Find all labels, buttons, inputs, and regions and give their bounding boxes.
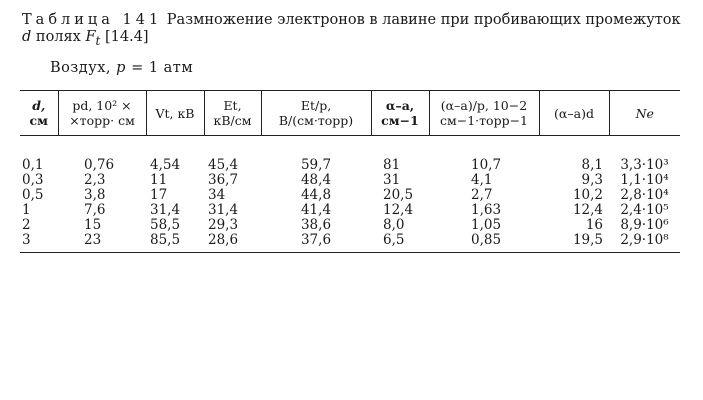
cell-alpha: 20,5 (383, 187, 414, 203)
caption-ref: [14.4] (100, 29, 149, 45)
cell-Ne: 8,9·10⁶ (620, 217, 669, 233)
cell-Etp: 59,7 (300, 157, 332, 173)
cell-Ne: 2,9·10⁸ (609, 233, 680, 253)
header-et: Et, кВ/см (204, 91, 261, 136)
cell-pd: 15 (84, 217, 102, 233)
cell-Et: 45,4 (208, 157, 239, 173)
header-alpha-p: (α–a)/p, 10−2 см−1·торр−1 (429, 91, 539, 136)
cell-Etp: 48,4 (300, 172, 332, 188)
cell-pd: 2,3 (84, 172, 106, 188)
table-row (20, 218, 680, 233)
table-caption (22, 12, 694, 50)
cell-alphad: 16 (585, 217, 603, 233)
data-table (20, 90, 680, 253)
cell-pd: 0,76 (84, 157, 115, 173)
cell-Et: 31,4 (208, 202, 239, 218)
cell-d: 0,3 (22, 172, 44, 188)
cell-Et: 28,6 (204, 233, 261, 253)
cell-pd: 3,8 (84, 187, 106, 203)
cell-alphad: 10,2 (572, 187, 603, 203)
cell-Et: 34 (208, 187, 226, 203)
cell-Ne: 3,3·10³ (620, 157, 669, 173)
cell-Et: 29,3 (208, 217, 239, 233)
cell-pd: 23 (58, 233, 146, 253)
header-vt: Vt, кВ (146, 91, 204, 136)
caption-text-2: полях (31, 29, 86, 45)
cell-Vt: 17 (150, 187, 168, 203)
cell-Vt: 31,4 (150, 202, 181, 218)
cell-alphap: 1,05 (471, 217, 502, 233)
cell-d: 1 (22, 202, 31, 218)
cell-Ne: 2,8·10⁴ (620, 187, 669, 203)
cell-alphap: 0,85 (429, 233, 539, 253)
cell-Etp: 44,8 (300, 187, 332, 203)
cell-alpha: 31 (383, 172, 401, 188)
cell-alphap: 1,63 (471, 202, 502, 218)
cell-Vt: 85,5 (146, 233, 204, 253)
caption-var-d: d (22, 29, 32, 45)
condition-var-p: p (116, 60, 126, 76)
cell-d: 2 (22, 217, 31, 233)
caption-sub-t: t (95, 33, 101, 48)
cell-Etp: 41,4 (300, 202, 332, 218)
condition-line (50, 60, 193, 76)
header-ne: Ne (609, 91, 680, 136)
cell-alpha: 8,0 (383, 217, 405, 233)
caption-text-1: Размножение электронов в лавине при пробивающих промежуток (166, 12, 681, 28)
table-row (20, 188, 680, 203)
cell-alphad: 19,5 (539, 233, 609, 253)
condition-eq: = 1 атм (131, 60, 194, 76)
cell-Etp: 37,6 (261, 233, 371, 253)
header-alpha: α–a, см−1 (371, 91, 429, 136)
cell-pd: 7,6 (84, 202, 106, 218)
cell-Ne: 2,4·10⁵ (620, 202, 669, 218)
cell-alphad: 12,4 (572, 202, 603, 218)
cell-d: 0,1 (22, 157, 44, 173)
header-et-p: Et/p, В/(см·торр) (261, 91, 371, 136)
table-row (20, 233, 680, 253)
cell-d: 3 (20, 233, 58, 253)
cell-alphap: 4,1 (471, 172, 493, 188)
table-row (20, 173, 680, 188)
cell-Vt: 4,54 (150, 157, 181, 173)
cell-Vt: 58,5 (150, 217, 181, 233)
cell-Vt: 11 (150, 172, 168, 188)
cell-alpha: 6,5 (371, 233, 429, 253)
cell-Et: 36,7 (208, 172, 239, 188)
cell-alphad: 8,1 (581, 157, 603, 173)
condition-gas: Воздух, (50, 60, 112, 76)
header-row (20, 91, 680, 136)
table-row (20, 136, 680, 174)
table-row (20, 203, 680, 218)
cell-alphap: 10,7 (471, 157, 502, 173)
header-alpha-d: (α–a)d (539, 91, 609, 136)
cell-d: 0,5 (22, 187, 44, 203)
cell-alphap: 2,7 (471, 187, 493, 203)
cell-Etp: 38,6 (300, 217, 332, 233)
header-d: d, см (20, 91, 58, 136)
cell-alphad: 9,3 (581, 172, 603, 188)
caption-var-f: F (85, 29, 96, 45)
cell-Ne: 1,1·10⁴ (620, 172, 669, 188)
cell-alpha: 12,4 (383, 202, 414, 218)
cell-alpha: 81 (383, 157, 401, 173)
table-number: Таблица 141 (22, 12, 163, 28)
header-pd: pd, 10² × ×торр· см (58, 91, 146, 136)
